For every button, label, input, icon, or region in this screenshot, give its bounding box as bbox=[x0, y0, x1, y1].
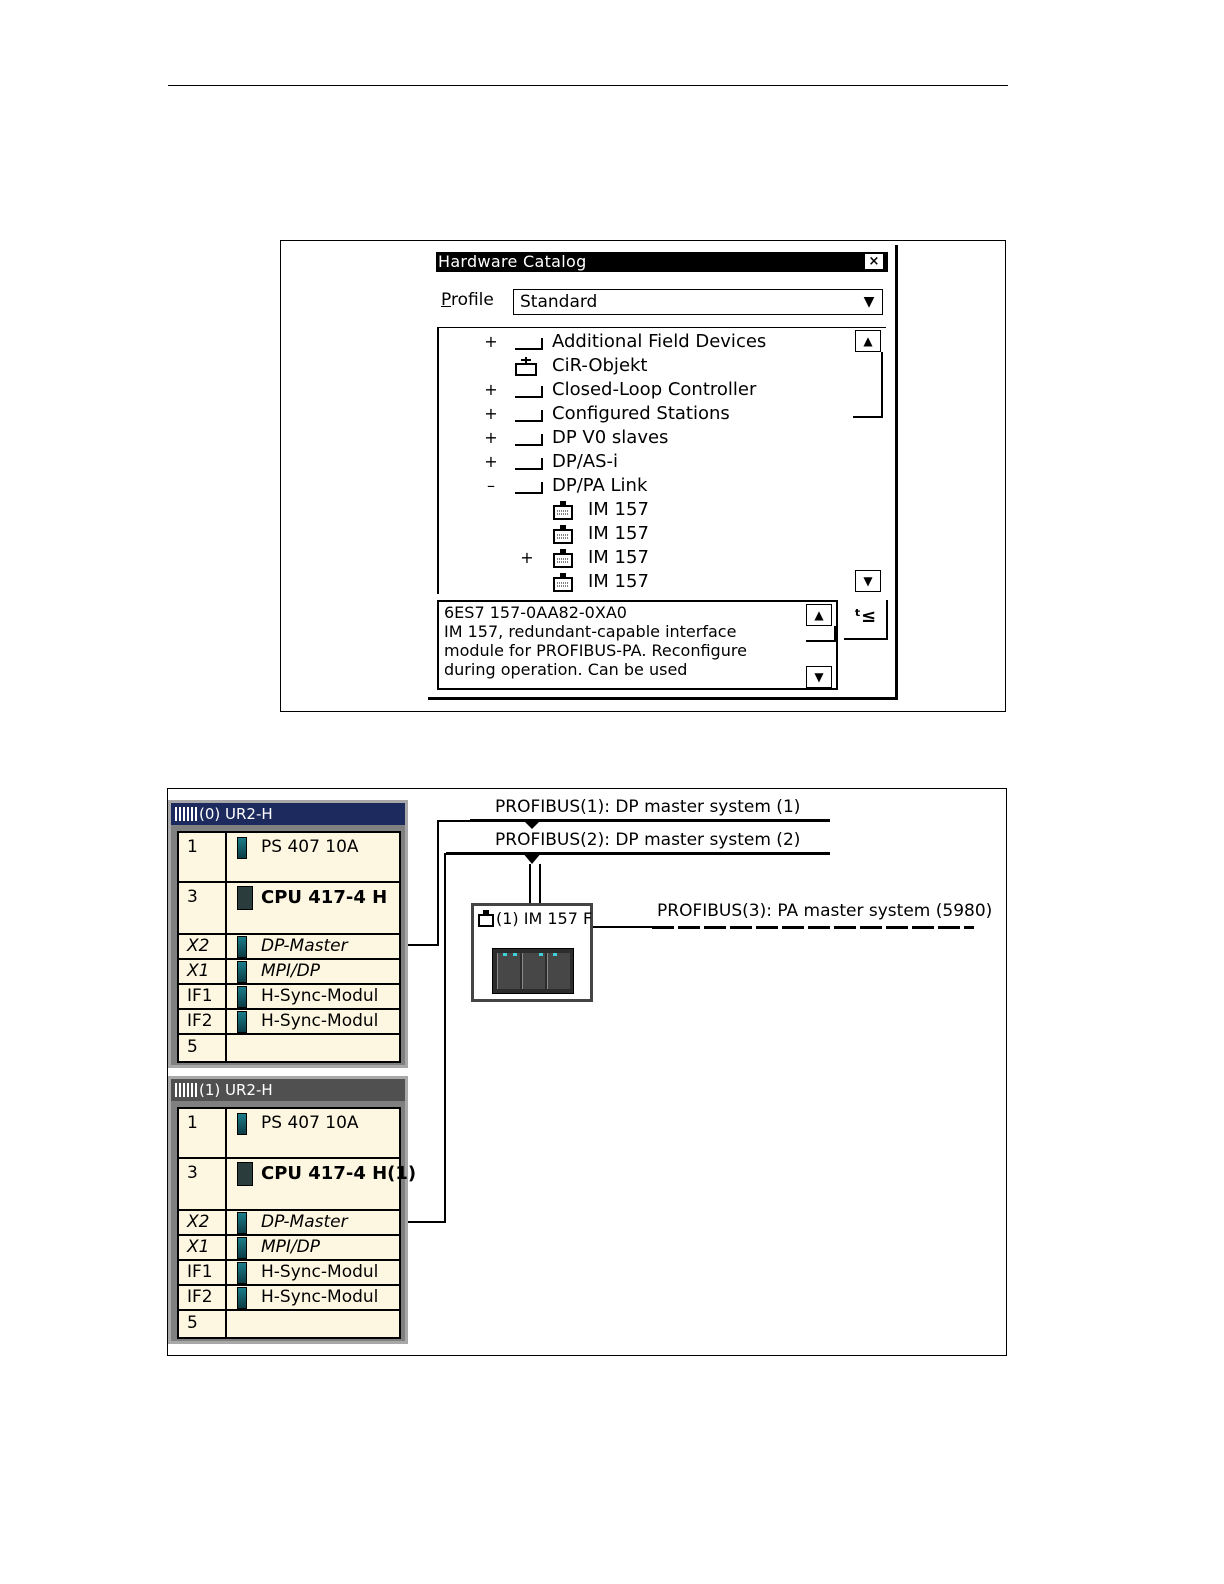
slot-number: IF1 bbox=[187, 1262, 213, 1282]
cpu-icon bbox=[237, 1162, 253, 1186]
tree-item-label: CiR-Objekt bbox=[552, 355, 648, 376]
wire-rack1-dpmaster bbox=[408, 1221, 446, 1223]
slot-module-name: H-Sync-Modul bbox=[261, 1287, 379, 1307]
tree-item[interactable] bbox=[439, 354, 839, 378]
slot-row[interactable] bbox=[179, 935, 399, 960]
slot-number: X1 bbox=[187, 1237, 210, 1257]
rack-1-title bbox=[171, 1079, 405, 1101]
profile-select[interactable] bbox=[513, 289, 883, 315]
module-icon bbox=[237, 1287, 247, 1309]
tree-scroll-up-icon[interactable]: ▲ bbox=[855, 330, 881, 352]
slot-module-name: DP-Master bbox=[261, 1212, 348, 1232]
tree-item[interactable] bbox=[439, 498, 839, 522]
rack-0[interactable] bbox=[168, 800, 408, 1068]
slot-module-name: MPI/DP bbox=[261, 1237, 321, 1257]
expand-icon[interactable]: + bbox=[484, 428, 498, 447]
station-icon bbox=[478, 909, 496, 927]
rack-0-title-text: (0) UR2-H bbox=[199, 805, 273, 823]
tree-scrollbar-thumb[interactable] bbox=[853, 352, 883, 418]
slot-number: 5 bbox=[187, 1313, 198, 1333]
profibus-2-line[interactable] bbox=[446, 852, 830, 855]
slot-module-name: MPI/DP bbox=[261, 961, 321, 981]
rack-1-title-text: (1) UR2-H bbox=[199, 1081, 273, 1099]
module-icon bbox=[237, 986, 247, 1008]
slot-number: X1 bbox=[187, 961, 210, 981]
slot-row[interactable] bbox=[179, 985, 399, 1010]
module-icon bbox=[237, 961, 247, 983]
module-icon bbox=[237, 1262, 247, 1284]
im157-station[interactable] bbox=[471, 903, 593, 1002]
profile-accelerator: P bbox=[441, 290, 451, 310]
slot-row[interactable] bbox=[179, 1286, 399, 1311]
slot-module-name: CPU 417-4 H bbox=[261, 887, 388, 908]
tree-item-label: IM 157 bbox=[588, 571, 649, 592]
profibus-3-pa-line[interactable] bbox=[652, 926, 974, 929]
rack-0-slot-table bbox=[177, 831, 401, 1063]
module-icon bbox=[552, 572, 574, 592]
cpu-icon bbox=[237, 886, 253, 910]
tree-item[interactable] bbox=[439, 570, 839, 594]
tree-item[interactable] bbox=[439, 450, 839, 474]
module-icon bbox=[237, 1113, 247, 1135]
bus-label-profibus-2: PROFIBUS(2): DP master system (2) bbox=[495, 830, 801, 850]
slot-row[interactable] bbox=[179, 1035, 399, 1061]
bus-label-profibus-3: PROFIBUS(3): PA master system (5980) bbox=[657, 901, 993, 921]
slot-module-name: DP-Master bbox=[261, 936, 348, 956]
wire-dp2-to-im-b bbox=[539, 864, 541, 904]
slot-row[interactable] bbox=[179, 1311, 399, 1337]
expand-icon[interactable]: + bbox=[484, 380, 498, 399]
slot-row[interactable] bbox=[179, 1236, 399, 1261]
cir-object-icon bbox=[515, 356, 537, 376]
tree-item-label: DP/AS-i bbox=[552, 451, 619, 472]
slot-row[interactable] bbox=[179, 883, 399, 935]
rack-1-slot-table bbox=[177, 1107, 417, 1339]
slot-number: 1 bbox=[187, 1113, 198, 1133]
slot-module-name: PS 407 10A bbox=[261, 837, 359, 857]
rack-1[interactable] bbox=[168, 1076, 417, 1344]
slot-row[interactable] bbox=[179, 960, 399, 985]
tree-item-label: IM 157 bbox=[588, 499, 649, 520]
module-icon bbox=[237, 1237, 247, 1259]
wire-dp1-stub bbox=[437, 820, 472, 822]
tree-item[interactable] bbox=[439, 378, 839, 402]
slot-module-name: CPU 417-4 H(1) bbox=[261, 1163, 417, 1184]
insert-object-button[interactable]: ᵗ≤ bbox=[844, 600, 888, 640]
wire-dp1-to-rack0 bbox=[437, 820, 439, 946]
slot-module-name: H-Sync-Modul bbox=[261, 1262, 379, 1282]
slot-number: 3 bbox=[187, 1163, 198, 1183]
bus-label-profibus-1: PROFIBUS(1): DP master system (1) bbox=[495, 797, 801, 817]
wire-rack0-dpmaster bbox=[408, 944, 439, 946]
description-scroll-down-icon[interactable]: ▼ bbox=[806, 666, 832, 688]
chevron-down-icon[interactable]: ▼ bbox=[863, 294, 875, 310]
close-icon[interactable]: × bbox=[865, 254, 883, 269]
expand-icon[interactable]: + bbox=[484, 404, 498, 423]
catalog-tree[interactable] bbox=[437, 327, 886, 594]
catalog-description bbox=[437, 600, 838, 690]
connector-marker-icon bbox=[520, 819, 544, 831]
module-icon bbox=[237, 1212, 247, 1234]
tree-item[interactable] bbox=[439, 474, 839, 498]
wire-dp2-to-rack1 bbox=[444, 853, 446, 1223]
tree-item-label: IM 157 bbox=[588, 547, 649, 568]
tree-item[interactable] bbox=[439, 522, 839, 546]
slot-row[interactable] bbox=[179, 1109, 399, 1159]
profile-label-rest: rofile bbox=[450, 290, 494, 310]
slot-row[interactable] bbox=[179, 1159, 417, 1211]
tree-item[interactable] bbox=[439, 402, 839, 426]
description-order-number: 6ES7 157-0AA82-0XA0 bbox=[444, 603, 627, 622]
slot-module-name: H-Sync-Modul bbox=[261, 1011, 379, 1031]
tree-scroll-down-icon[interactable]: ▼ bbox=[855, 570, 881, 592]
slot-row[interactable] bbox=[179, 1010, 399, 1035]
description-line: during operation. Can be used bbox=[444, 660, 688, 679]
description-scrollbar-thumb[interactable] bbox=[806, 626, 836, 642]
folder-icon bbox=[515, 410, 543, 422]
module-icon bbox=[552, 500, 574, 520]
slot-number: 1 bbox=[187, 837, 198, 857]
slot-number: IF2 bbox=[187, 1287, 213, 1307]
slot-number: 5 bbox=[187, 1037, 198, 1057]
wire-im-to-pa bbox=[592, 926, 654, 928]
rack-0-title bbox=[171, 803, 405, 825]
module-icon bbox=[237, 936, 247, 958]
folder-icon bbox=[515, 434, 543, 446]
im157-hardware-image bbox=[492, 948, 574, 994]
folder-icon bbox=[515, 386, 543, 398]
tree-item-label: IM 157 bbox=[588, 523, 649, 544]
expand-icon[interactable]: + bbox=[520, 548, 534, 567]
catalog-title-bar: Hardware Catalog bbox=[436, 252, 888, 272]
expand-icon[interactable]: + bbox=[484, 332, 498, 351]
tree-item-label: DP/PA Link bbox=[552, 475, 648, 496]
profile-select-value: Standard bbox=[520, 292, 598, 312]
rack-icon bbox=[175, 807, 197, 821]
description-scroll-up-icon[interactable]: ▲ bbox=[806, 604, 832, 626]
slot-number: 3 bbox=[187, 887, 198, 907]
wire-dp2-to-im-a bbox=[529, 864, 531, 904]
module-icon bbox=[552, 524, 574, 544]
description-line: module for PROFIBUS-PA. Reconfigure bbox=[444, 641, 747, 660]
expand-icon[interactable]: + bbox=[484, 452, 498, 471]
im157-station-title bbox=[474, 906, 593, 928]
slot-number: X2 bbox=[187, 1212, 210, 1232]
page-header-rule bbox=[168, 85, 1008, 86]
tree-item-label: Additional Field Devices bbox=[552, 331, 767, 352]
slot-number: X2 bbox=[187, 936, 210, 956]
tree-item-label: DP V0 slaves bbox=[552, 427, 669, 448]
tree-item-label: Closed-Loop Controller bbox=[552, 379, 757, 400]
tree-item[interactable] bbox=[439, 426, 839, 450]
tree-item[interactable] bbox=[439, 330, 839, 354]
im157-station-label: (1) IM 157 F bbox=[496, 909, 593, 928]
profile-label bbox=[441, 290, 494, 310]
slot-module-name: PS 407 10A bbox=[261, 1113, 359, 1133]
collapse-icon[interactable]: – bbox=[487, 476, 495, 495]
folder-icon bbox=[515, 338, 543, 350]
slot-number: IF1 bbox=[187, 986, 213, 1006]
slot-row[interactable] bbox=[179, 1211, 399, 1236]
slot-row[interactable] bbox=[179, 1261, 399, 1286]
tree-item-label: Configured Stations bbox=[552, 403, 730, 424]
description-line: IM 157, redundant-capable interface bbox=[444, 622, 737, 641]
folder-icon bbox=[515, 482, 543, 494]
slot-number: IF2 bbox=[187, 1011, 213, 1031]
module-icon bbox=[237, 1011, 247, 1033]
folder-icon bbox=[515, 458, 543, 470]
slot-row[interactable] bbox=[179, 833, 399, 883]
rack-icon bbox=[175, 1083, 197, 1097]
module-icon bbox=[552, 548, 574, 568]
tree-item[interactable] bbox=[439, 546, 839, 570]
module-icon bbox=[237, 837, 247, 859]
slot-module-name: H-Sync-Modul bbox=[261, 986, 379, 1006]
